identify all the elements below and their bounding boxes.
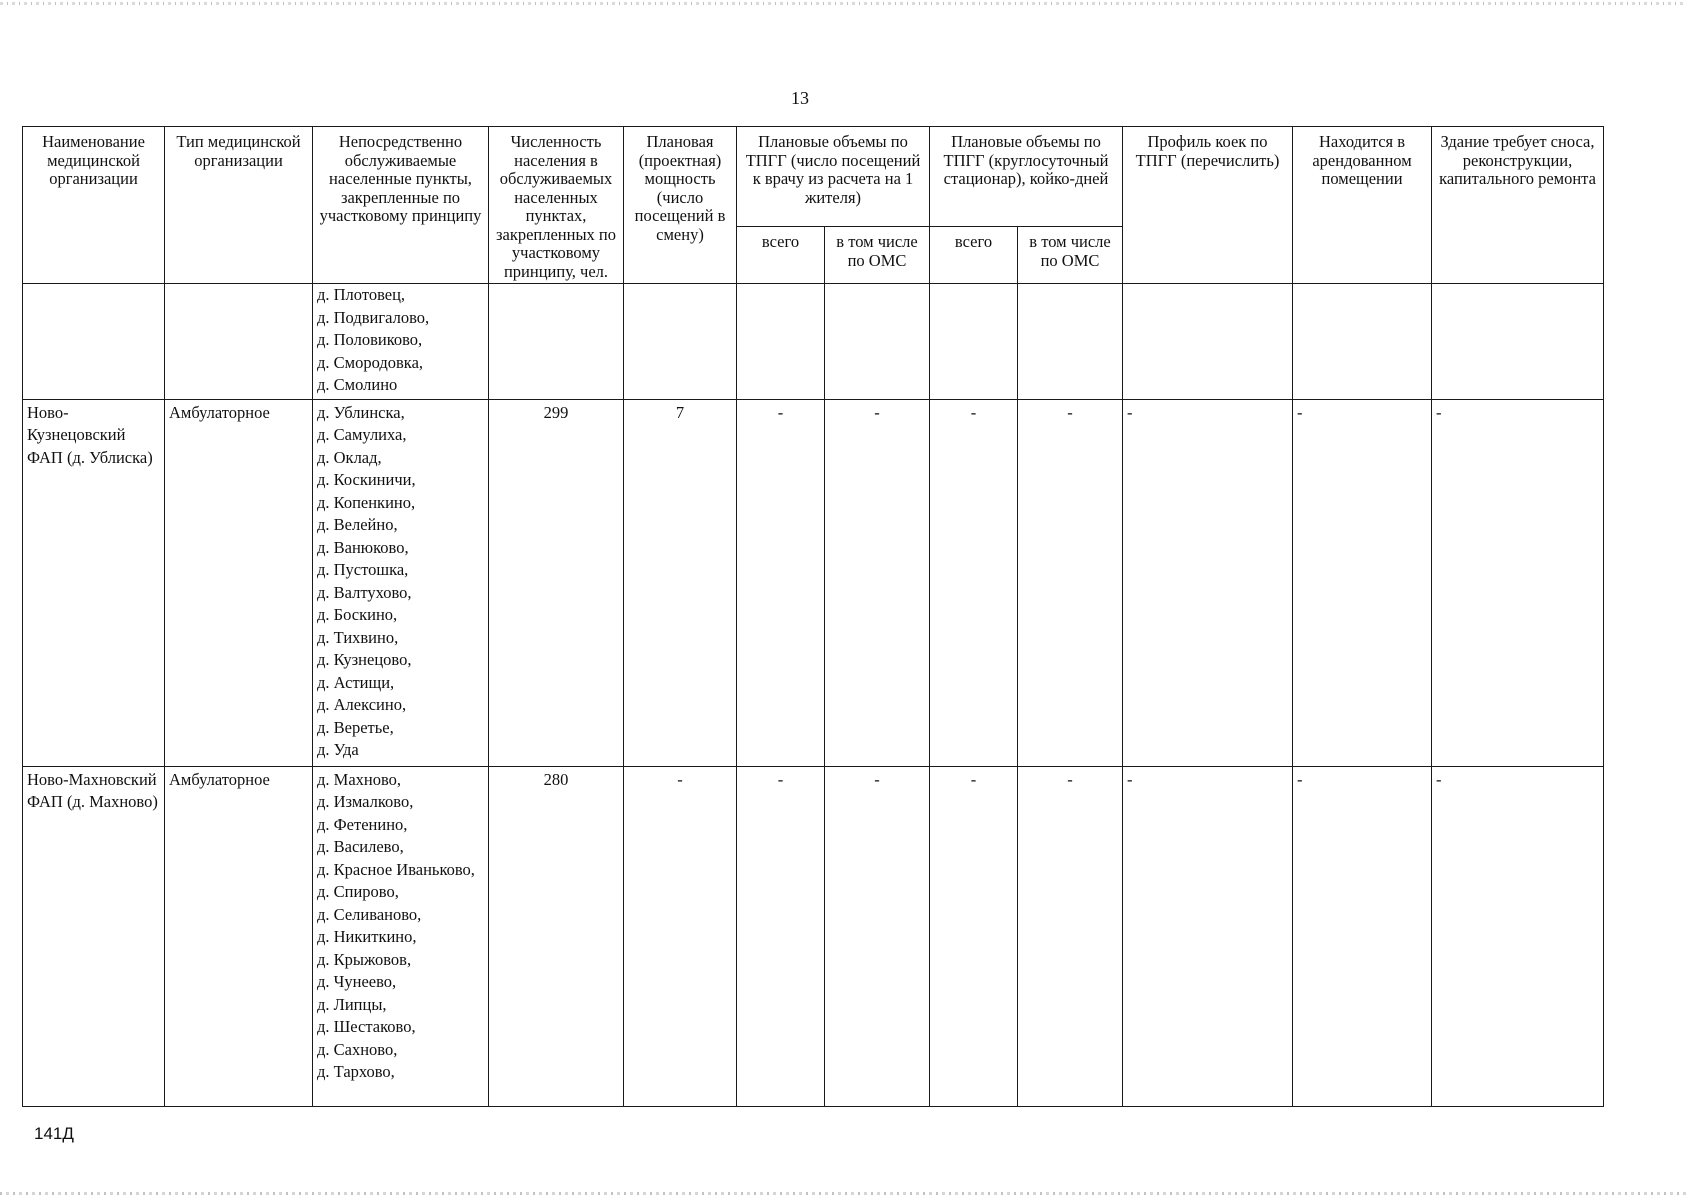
cell-visits-oms: - (825, 766, 930, 1106)
cell-type: Амбулаторное (165, 399, 313, 766)
settlement-item: д. Подвигалово, (317, 307, 430, 327)
settlement-item: д. Махново, (317, 769, 402, 789)
cell-rented (1293, 284, 1432, 400)
cell-population (489, 284, 624, 400)
cell-name: Ново-Махновский ФАП (д. Махново) (23, 766, 165, 1106)
settlement-item: д. Плотовец, (317, 285, 406, 304)
cell-reconstruction: - (1432, 766, 1604, 1106)
cell-bed-profile: - (1123, 766, 1293, 1106)
cell-rented: - (1293, 766, 1432, 1106)
settlement-item: д. Копенкино, (317, 492, 416, 512)
header-bed-profile: Профиль коек по ТПГГ (перечислить) (1123, 127, 1293, 284)
settlement-item: д. Смородовка, (317, 352, 424, 372)
settlement-item: д. Крыжовов, (317, 949, 412, 969)
cell-settlements (313, 766, 489, 1106)
cell-name: Ново-Кузнецовский ФАП (д. Ублиска) (23, 399, 165, 766)
settlement-list (317, 769, 484, 1084)
header-name: Наименование медицинской организации (23, 127, 165, 284)
cell-rented: - (1293, 399, 1432, 766)
settlement-item: д. Тархово, (317, 1062, 395, 1081)
settlement-item: д. Валтухово, (317, 582, 412, 602)
table-row (23, 766, 1604, 1106)
cell-capacity (624, 284, 737, 400)
settlement-item: д. Красное Иваньково, (317, 859, 475, 879)
settlement-item: д. Кузнецово, (317, 650, 412, 669)
cell-capacity: - (624, 766, 737, 1106)
header-population: Численность населения в обслуживаемых населенных пунктах, закрепленных по участковому принципу, чел. (489, 127, 624, 284)
cell-bed-profile: - (1123, 399, 1293, 766)
cell-beds-oms (1018, 284, 1123, 400)
cell-name (23, 284, 165, 400)
cell-reconstruction: - (1432, 399, 1604, 766)
cell-type (165, 284, 313, 400)
cell-capacity: 7 (624, 399, 737, 766)
header-beds-total: всего (930, 227, 1018, 284)
header-reconstruction: Здание требует сноса, реконструкции, капитального ремонта (1432, 127, 1604, 284)
cell-reconstruction (1432, 284, 1604, 400)
cell-settlements (313, 284, 489, 400)
cell-visits-total: - (737, 399, 825, 766)
page-number: 13 (791, 88, 809, 108)
cell-visits-total (737, 284, 825, 400)
settlement-item: д. Сахново, (317, 1039, 398, 1059)
cell-type: Амбулаторное (165, 766, 313, 1106)
settlement-item: д. Веретье, (317, 717, 394, 737)
header-visits-group: Плановые объемы по ТПГГ (число посещений к врачу из расчета на 1 жителя) (737, 127, 930, 227)
settlement-item: д. Половиково, (317, 330, 423, 349)
settlement-item: д. Шестаково, (317, 1017, 416, 1036)
settlement-item: д. Измалково, (317, 792, 414, 811)
cell-beds-oms: - (1018, 766, 1123, 1106)
settlement-item: д. Тихвино, (317, 627, 399, 647)
settlement-item: д. Ублинска, (317, 402, 405, 422)
header-visits-total: всего (737, 227, 825, 284)
settlement-item: д. Смолино (317, 375, 398, 394)
settlement-list (317, 284, 484, 397)
scan-edge-top (0, 2, 1686, 5)
settlement-item: д. Василево, (317, 837, 404, 856)
settlement-item: д. Селиваново, (317, 904, 422, 924)
cell-visits-oms (825, 284, 930, 400)
settlement-item: д. Спирово, (317, 882, 399, 901)
settlement-item: д. Астищи, (317, 672, 395, 692)
settlement-item: д. Велейно, (317, 515, 398, 534)
header-beds-group: Плановые объемы по ТПГГ (круглосуточный стационар), койко-дней (930, 127, 1123, 227)
cell-population: 299 (489, 399, 624, 766)
settlement-item: д. Коскиничи, (317, 470, 416, 489)
settlement-item: д. Уда (317, 740, 359, 759)
cell-bed-profile (1123, 284, 1293, 400)
scan-edge-bottom (0, 1192, 1686, 1195)
header-settlements: Непосредственно обслуживаемые населенные пункты, закрепленные по участковому принципу (313, 127, 489, 284)
cell-visits-oms: - (825, 399, 930, 766)
facilities-table (22, 126, 1604, 1107)
settlement-list (317, 402, 484, 762)
document-code: 141Д (34, 1124, 74, 1143)
settlement-item: д. Фетенино, (317, 814, 408, 834)
settlement-item: д. Ванюково, (317, 537, 409, 557)
cell-beds-total (930, 284, 1018, 400)
cell-settlements (313, 399, 489, 766)
settlement-item: д. Самулиха, (317, 425, 407, 444)
cell-beds-oms: - (1018, 399, 1123, 766)
cell-visits-total: - (737, 766, 825, 1106)
header-type: Тип медицинской организации (165, 127, 313, 284)
settlement-item: д. Оклад, (317, 447, 382, 467)
cell-beds-total: - (930, 766, 1018, 1106)
settlement-item: д. Пустошка, (317, 560, 409, 579)
table-row (23, 399, 1604, 766)
header-beds-oms: в том числе по ОМС (1018, 227, 1123, 284)
header-visits-oms: в том числе по ОМС (825, 227, 930, 284)
cell-beds-total: - (930, 399, 1018, 766)
header-rented: Находится в арендованном помещении (1293, 127, 1432, 284)
settlement-item: д. Никиткино, (317, 927, 417, 946)
settlement-item: д. Чунеево, (317, 972, 397, 991)
header-capacity: Плановая (проектная) мощность (число посещений в смену) (624, 127, 737, 284)
settlement-item: д. Липцы, (317, 994, 387, 1014)
settlement-item: д. Боскино, (317, 605, 398, 624)
cell-population: 280 (489, 766, 624, 1106)
settlement-item: д. Алексино, (317, 695, 407, 714)
table-row (23, 284, 1604, 400)
